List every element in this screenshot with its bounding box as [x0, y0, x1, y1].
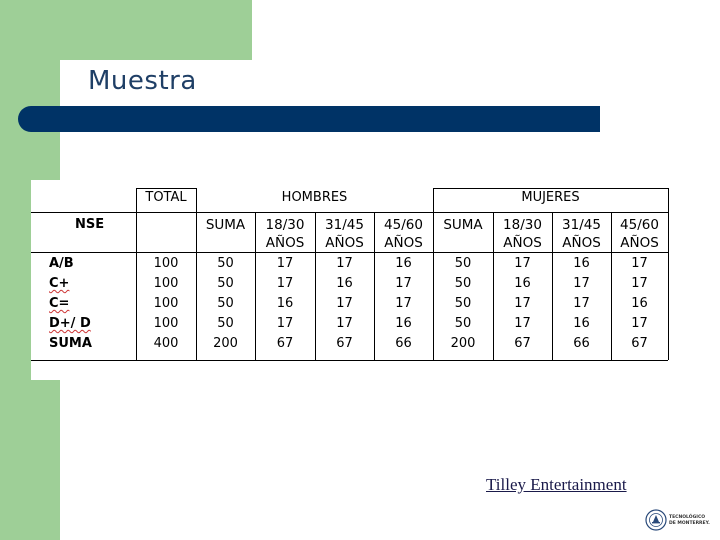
header-nse: NSE	[75, 217, 105, 232]
table-cell: 17	[276, 276, 294, 291]
table-cell: 67	[276, 336, 294, 351]
row-label: SUMA	[49, 336, 92, 351]
subheader-18-30-mujeres: 18/30 AÑOS	[503, 217, 542, 251]
table-cell: 100	[153, 296, 179, 311]
table-cell: 50	[454, 316, 472, 331]
seal-icon	[646, 510, 666, 530]
table-cell: 16	[573, 316, 590, 331]
sample-table	[31, 180, 675, 380]
row-label: C=	[49, 296, 70, 311]
table-cell: 17	[336, 296, 353, 311]
table-cell: 17	[631, 316, 648, 331]
table-cell: 17	[631, 256, 648, 271]
table-cell: 100	[153, 276, 179, 291]
table-cell: 17	[514, 316, 531, 331]
subheader-31-45-mujeres: 31/45 AÑOS	[562, 217, 601, 251]
table-cell: 16	[395, 256, 412, 271]
table-cell: 16	[276, 296, 294, 311]
table-cell: 17	[336, 256, 353, 271]
header-total: TOTAL	[145, 190, 187, 205]
table-cell: 50	[217, 276, 234, 291]
logo-text-1: TECNOLÓGICO	[669, 515, 706, 520]
footer-link[interactable]: Tilley Entertainment	[486, 475, 627, 494]
table-cell: 66	[573, 336, 590, 351]
table-cell: 16	[631, 296, 648, 311]
table-cell: 17	[276, 316, 294, 331]
table-cell: 17	[631, 276, 648, 291]
table-cell: 17	[573, 296, 590, 311]
table-cell: 50	[217, 256, 234, 271]
row-label: D+/ D	[49, 316, 91, 331]
header-hombres: HOMBRES	[281, 190, 348, 205]
title-bar	[18, 106, 600, 132]
table-cell: 17	[573, 276, 590, 291]
table-cell: 200	[213, 336, 238, 351]
logo-text-2: DE MONTERREY.	[669, 521, 710, 526]
table-cell: 17	[276, 256, 294, 271]
table-cell: 66	[395, 336, 412, 351]
subheader-suma-mujeres: SUMA	[443, 217, 483, 233]
table-cell: 17	[395, 276, 412, 291]
table-cell: 100	[153, 256, 179, 271]
subheader-45-60-mujeres: 45/60 AÑOS	[620, 217, 659, 251]
table-cell: 17	[395, 296, 412, 311]
header-mujeres: MUJERES	[521, 190, 580, 205]
table-cell: 50	[217, 296, 234, 311]
table-cell: 16	[514, 276, 531, 291]
table-cell: 67	[514, 336, 531, 351]
slide-title: Muestra	[88, 66, 197, 96]
table-cell: 100	[153, 316, 179, 331]
table-cell: 16	[395, 316, 412, 331]
table-cell: 67	[631, 336, 648, 351]
table-cell: 50	[454, 256, 472, 271]
table-cell: 400	[153, 336, 179, 351]
table-cell: 50	[454, 276, 472, 291]
table-cell: 17	[514, 256, 531, 271]
subheader-18-30-hombres: 18/30 AÑOS	[265, 217, 305, 251]
table-cell: 50	[454, 296, 472, 311]
table-cell: 50	[217, 316, 234, 331]
table-cell: 16	[336, 276, 353, 291]
tec-monterrey-logo	[644, 504, 714, 536]
subheader-suma-hombres: SUMA	[205, 217, 246, 233]
table-cell: 17	[514, 296, 531, 311]
row-label: C+	[49, 276, 70, 291]
table-cell: 200	[450, 336, 476, 351]
table-cell: 17	[336, 316, 353, 331]
subheader-31-45-hombres: 31/45 AÑOS	[325, 217, 364, 251]
subheader-45-60-hombres: 45/60 AÑOS	[384, 217, 423, 251]
row-label: A/B	[49, 256, 74, 271]
table-cell: 67	[336, 336, 353, 351]
table-cell: 16	[573, 256, 590, 271]
